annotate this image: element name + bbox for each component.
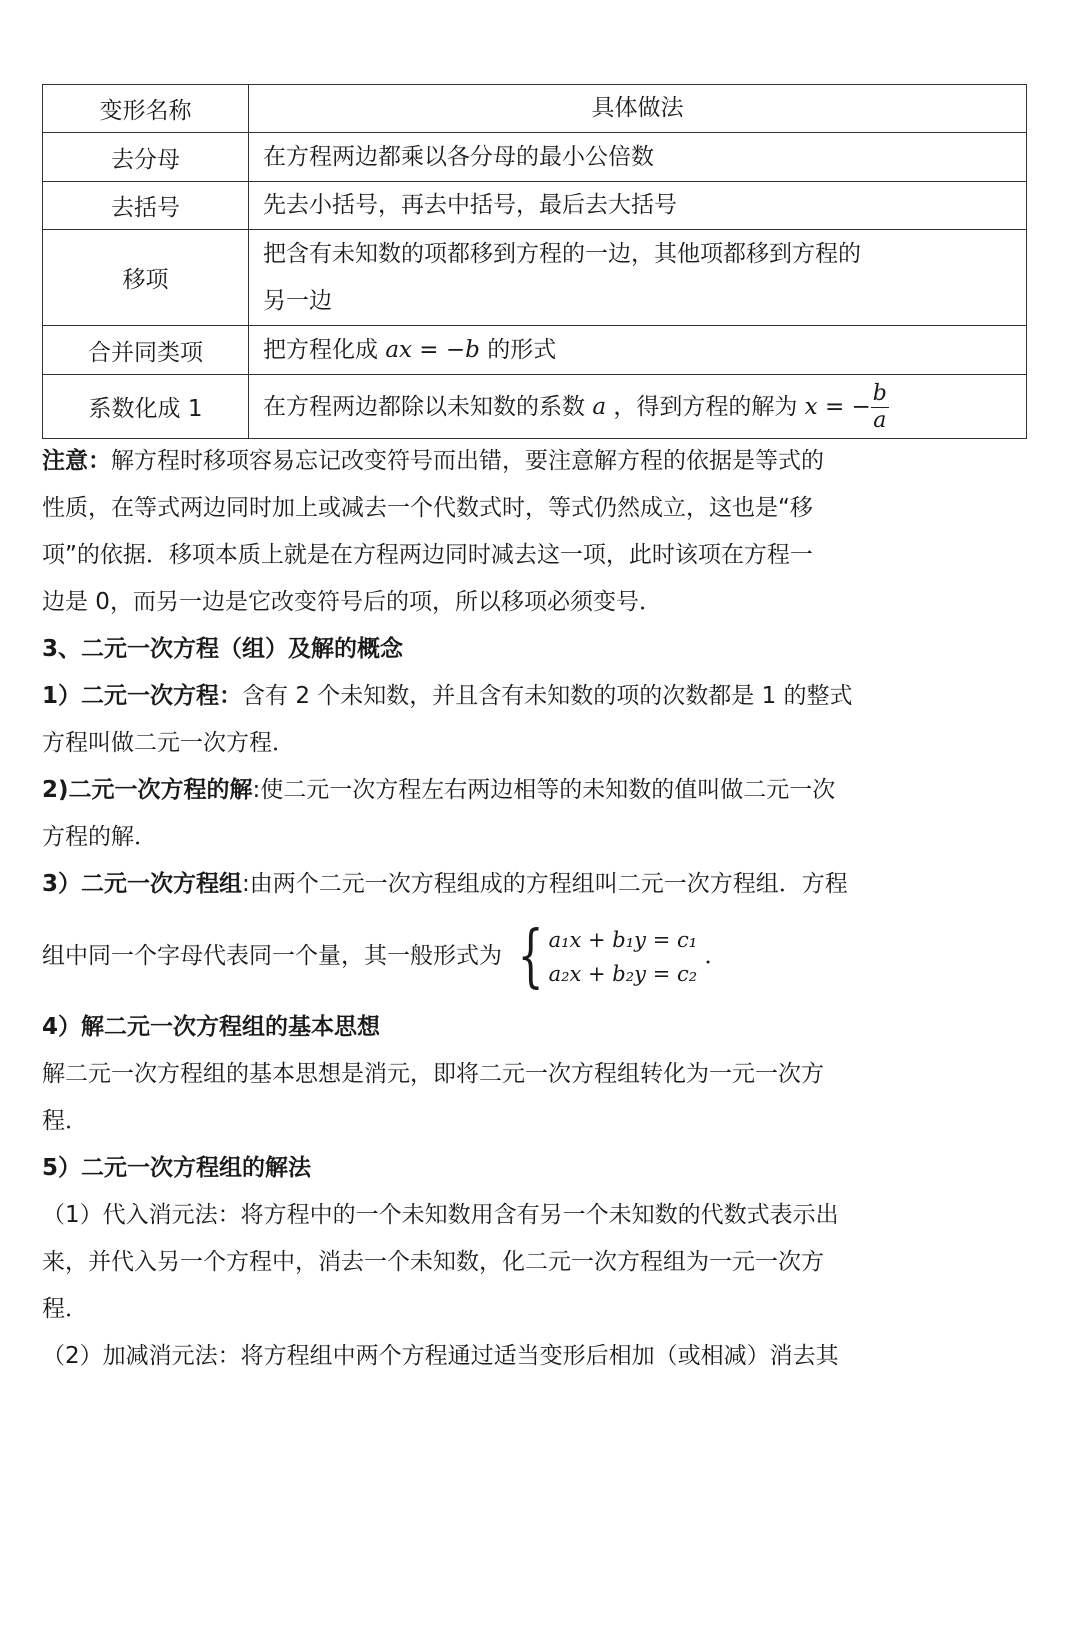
paragraph-line: （2）加减消元法：将方程组中两个方程通过适当变形后相加（或相减）消去其 xyxy=(42,1343,839,1369)
note-section xyxy=(42,438,1022,1380)
row-name: 系数化成 1 xyxy=(43,375,249,439)
fraction-denominator: a xyxy=(873,407,887,433)
row-method xyxy=(249,375,1027,439)
brace-symbol: { xyxy=(517,916,544,996)
section-title xyxy=(42,1004,1022,1051)
fraction-numerator: b xyxy=(872,381,887,407)
method-text: ，得到方程的解为 xyxy=(613,393,798,420)
paragraph-text: 含有 2 个未知数，并且含有未知数的项的次数都是 1 的整式 xyxy=(242,683,853,709)
method-text: 在方程两边都除以未知数的系数 xyxy=(263,393,585,420)
table-header-row xyxy=(43,85,1027,133)
equation: a₁x + b₁y = c₁ xyxy=(548,927,698,952)
paragraph-line xyxy=(42,908,1022,1004)
paragraph-line: 方程叫做二元一次方程． xyxy=(42,730,295,756)
table-row xyxy=(43,230,1027,326)
paragraph-text: 组中同一个字母代表同一个量，其一般形式为 xyxy=(42,943,502,969)
table-row xyxy=(43,133,1027,182)
note-line: 性质，在等式两边同时加上或减去一个代数式时，等式仍然成立，这也是“移 xyxy=(42,495,813,521)
method-text: 把方程化成 xyxy=(263,336,378,363)
table-row xyxy=(43,326,1027,375)
paragraph-line: （1）代入消元法：将方程中的一个未知数用含有另一个未知数的代数式表示出 xyxy=(42,1202,839,1228)
row-name: 去括号 xyxy=(43,182,249,230)
row-method xyxy=(249,326,1027,375)
paragraph-label: 3）二元一次方程组 xyxy=(42,871,243,897)
table-row xyxy=(43,182,1027,230)
section-title-text: 5）二元一次方程组的解法 xyxy=(42,1155,312,1181)
note-text: 解方程时移项容易忘记改变符号而出错，要注意解方程的依据是等式的 xyxy=(111,448,824,474)
section-title-text: 3、二元一次方程（组）及解的概念 xyxy=(42,636,404,662)
paragraph-text: :使二元一次方程左右两边相等的未知数的值叫做二元一次 xyxy=(252,777,836,803)
note-line: 项”的依据．移项本质上就是在方程两边同时减去这一项，此时该项在方程一 xyxy=(42,542,813,568)
paragraph-line xyxy=(42,861,1022,908)
section-title-text: 4）解二元一次方程组的基本思想 xyxy=(42,1014,381,1040)
row-name: 去分母 xyxy=(43,133,249,182)
math-expression: ax = −b xyxy=(385,336,480,363)
header-name: 变形名称 xyxy=(43,85,249,133)
transformation-table xyxy=(42,84,1027,439)
row-method: 在方程两边都乘以各分母的最小公倍数 xyxy=(249,133,1027,182)
row-name: 移项 xyxy=(43,230,249,326)
note-label: 注意： xyxy=(42,448,111,474)
note-line xyxy=(42,438,1022,485)
row-method xyxy=(249,230,1027,326)
paragraph-line: 解二元一次方程组的基本思想是消元，即将二元一次方程组转化为一元一次方 xyxy=(42,1061,824,1087)
note-line: 边是 0，而另一边是它改变符号后的项，所以移项必须变号． xyxy=(42,589,662,615)
row-method-line: 把含有未知数的项都移到方程的一边，其他项都移到方程的 xyxy=(263,240,861,267)
equation: a₂x + b₂y = c₂ xyxy=(548,961,698,986)
math-expression: x = − xyxy=(804,393,871,420)
table-row xyxy=(43,375,1027,439)
row-method: 先去小括号，再去中括号，最后去大括号 xyxy=(249,182,1027,230)
row-name: 合并同类项 xyxy=(43,326,249,375)
paragraph-text: :由两个二元一次方程组成的方程组叫二元一次方程组．方程 xyxy=(242,871,848,897)
equation-system xyxy=(509,916,698,996)
paragraph-line: 方程的解． xyxy=(42,824,157,850)
equation-list xyxy=(549,923,698,991)
paragraph-line: 程． xyxy=(42,1108,88,1134)
section-title xyxy=(42,626,1022,673)
paragraph-line: 程． xyxy=(42,1296,88,1322)
paragraph-text: ． xyxy=(704,943,728,969)
method-text: 的形式 xyxy=(487,336,557,363)
paragraph-label: 2)二元一次方程的解 xyxy=(42,777,253,803)
paragraph-line xyxy=(42,767,1022,814)
paragraph-line xyxy=(42,673,1022,720)
row-method-line: 另一边 xyxy=(263,287,332,314)
header-method: 具体做法 xyxy=(249,85,1027,133)
math-variable: a xyxy=(592,393,607,420)
paragraph-label: 1）二元一次方程： xyxy=(42,683,243,709)
fraction xyxy=(871,381,889,433)
section-title xyxy=(42,1145,1022,1192)
paragraph-line: 来，并代入另一个方程中，消去一个未知数，化二元一次方程组为一元一次方 xyxy=(42,1249,824,1275)
